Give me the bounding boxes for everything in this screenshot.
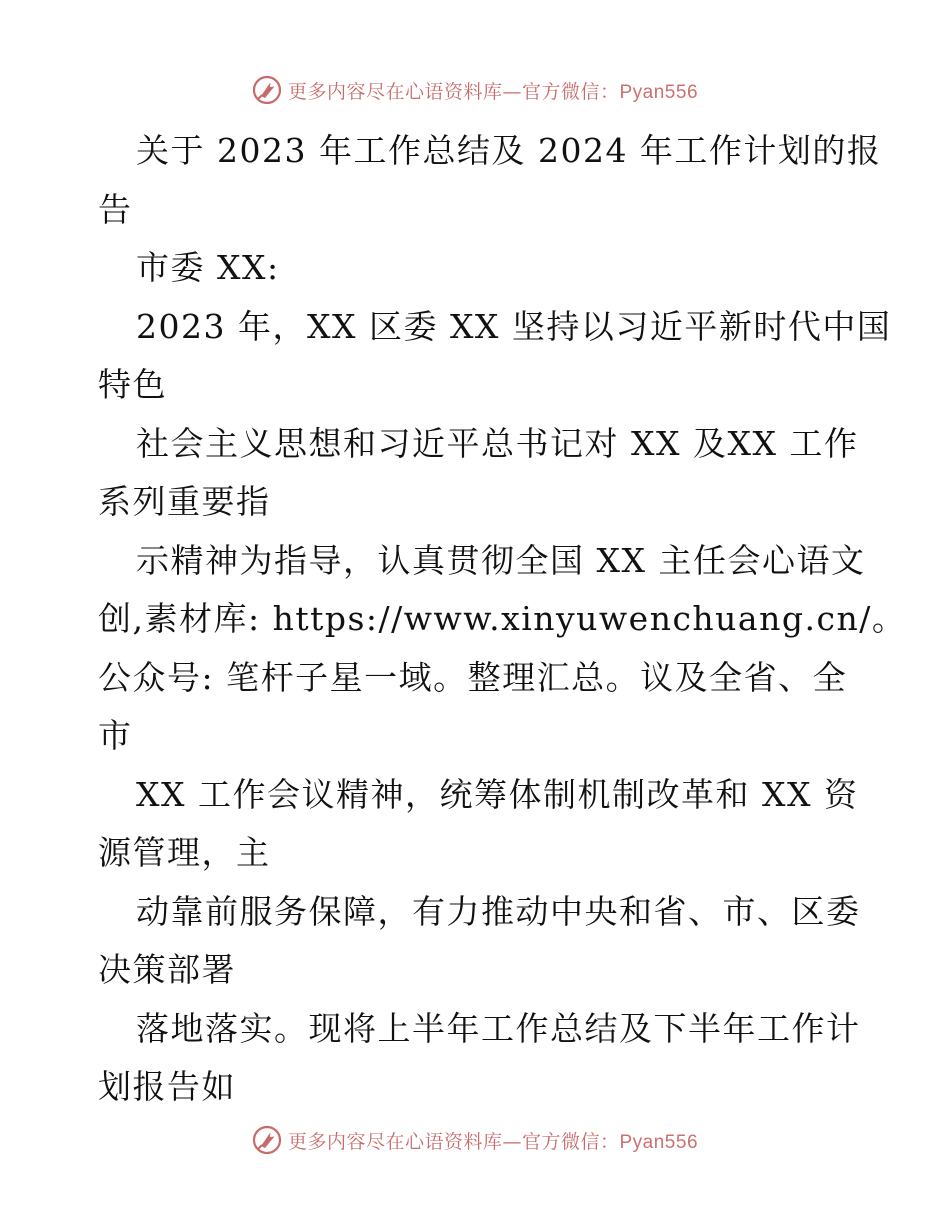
document-line: 关于 2023 年工作总结及 2024 年工作计划的报: [136, 131, 882, 170]
document-line: 源管理，主: [98, 833, 271, 872]
watermark-site: 更多内容尽在心语资料库: [287, 80, 503, 103]
watermark-dash: —: [502, 1130, 522, 1153]
document-line: 公众号: 笔杆子星一域。整理汇总。议及全省、全: [98, 657, 848, 697]
document-line: 示精神为指导，认真贯彻全国 XX 主任会心语文: [136, 540, 866, 580]
watermark-site: 更多内容尽在心语资料库: [287, 1130, 503, 1153]
watermark-wechat-label: 官方微信：: [521, 80, 620, 103]
document-line: 特色: [98, 365, 167, 404]
document-line: 市: [98, 716, 133, 755]
header-watermark: [0, 70, 950, 110]
document-line: 决策部署: [98, 950, 236, 989]
document-line: 动靠前服务保障，有力推动中央和省、市、区委: [136, 891, 861, 931]
watermark-wechat-id: Pyan556: [619, 81, 699, 103]
watermark-wechat-label: 官方微信：: [521, 1130, 620, 1153]
document-line: 告: [98, 189, 133, 229]
pen-nib-logo-icon: [252, 1125, 282, 1155]
document-line: 落地落实。现将上半年工作总结及下半年工作计: [136, 1008, 861, 1048]
document-line: 市委 XX:: [136, 248, 280, 287]
watermark-dash: —: [502, 80, 522, 103]
watermark-text: [288, 77, 698, 104]
watermark-text: [288, 1127, 698, 1154]
document-line: 社会主义思想和习近平总书记对 XX 及XX 工作: [136, 423, 859, 463]
document-line: 2023 年，XX 区委 XX 坚持以习近平新时代中国: [136, 306, 892, 346]
footer-watermark: [0, 1120, 950, 1160]
document-line: 划报告如: [98, 1067, 236, 1106]
watermark-wechat-id: Pyan556: [619, 1131, 699, 1153]
document-line: XX 工作会议精神，统筹体制机制改革和 XX 资: [136, 774, 859, 814]
document-line: 系列重要指: [98, 482, 271, 521]
document-line: 创,素材库: https://www.xinyuwenchuang.cn/。: [98, 599, 907, 638]
document-body: [98, 122, 907, 1117]
pen-nib-logo-icon: [252, 75, 282, 105]
